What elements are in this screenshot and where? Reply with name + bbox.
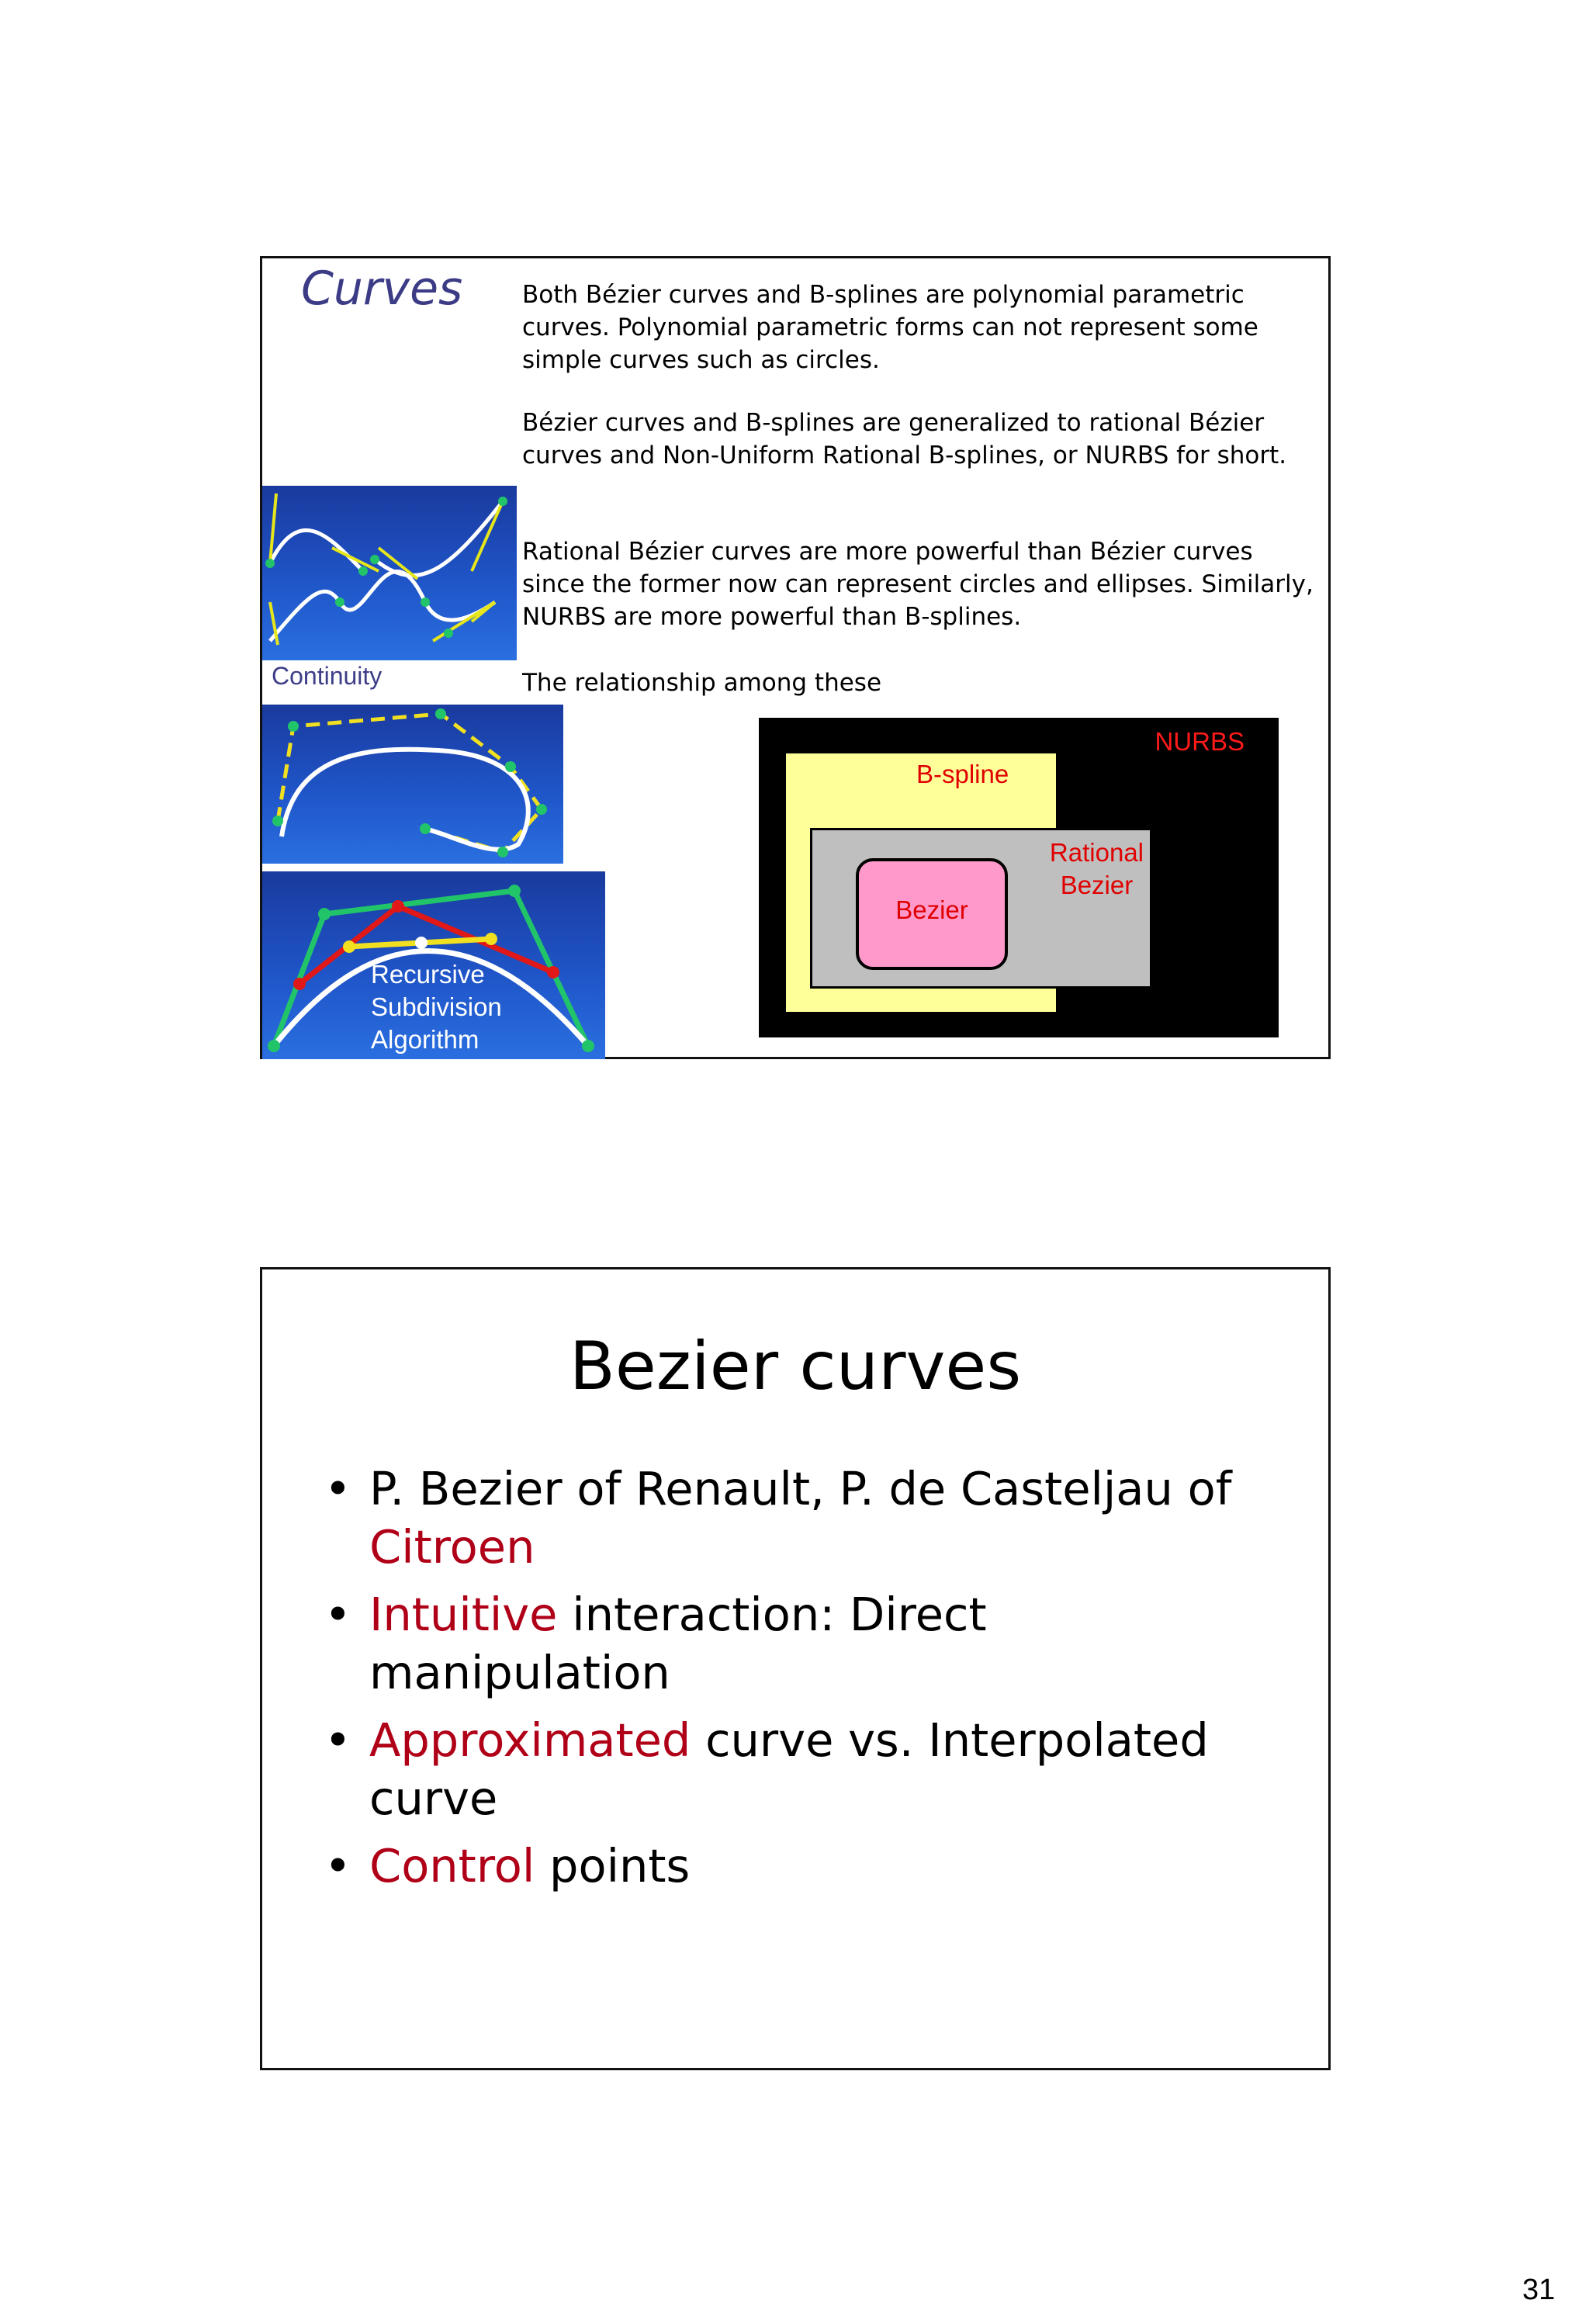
rational-bezier-label xyxy=(1050,836,1144,902)
continuity-curves-graphic xyxy=(262,486,517,660)
bezier-label: Bezier xyxy=(895,895,968,924)
bullet-text: points xyxy=(535,1839,691,1893)
recursive-subdivision-image xyxy=(262,871,605,1059)
paragraph-polynomial: Both Bézier curves and B-splines are polynomial parametric curves. Polynomial parametric forms can not represent some simple curves such as circles. xyxy=(522,281,1258,374)
bullet-highlight: Citroen xyxy=(369,1520,535,1574)
continuity-label: Continuity xyxy=(272,662,383,690)
list-item xyxy=(324,1837,1255,1895)
slide-title: Bezier curves xyxy=(569,1328,1022,1405)
slide-curves xyxy=(260,256,1331,1059)
bullet-highlight: Control xyxy=(369,1839,535,1893)
nurbs-label: NURBS xyxy=(1155,727,1245,756)
list-item xyxy=(324,1585,1255,1702)
bullet-highlight: Intuitive xyxy=(369,1588,558,1641)
paragraph-relationship: The relationship among these xyxy=(522,669,882,697)
bullet-highlight: Approximated xyxy=(369,1713,691,1767)
slide-bezier-curves xyxy=(260,1267,1331,2070)
bspline-curve-graphic xyxy=(262,705,563,864)
page-number: 31 xyxy=(1522,2274,1556,2306)
rational-bezier-label-line2: Bezier xyxy=(1060,871,1134,899)
rational-bezier-label-line1: Rational xyxy=(1049,838,1144,867)
paragraph-generalized: Bézier curves and B-splines are generalized to rational Bézier curves and Non-Uniform Rational B-splines, or NURBS for short. xyxy=(522,409,1287,469)
bspline-image xyxy=(262,705,563,864)
paragraph-rational-power: Rational Bézier curves are more powerful than Bézier curves since the former now can represent circles and ellipses. Similarly, NURBS are more powerful than B-splines. xyxy=(522,538,1314,631)
list-item xyxy=(324,1460,1255,1576)
bullet-text: P. Bezier of Renault, P. de Casteljau of xyxy=(369,1462,1232,1515)
list-item xyxy=(324,1711,1255,1827)
recursive-label-line1: Recursive xyxy=(371,960,485,989)
slide-title: Curves xyxy=(301,261,463,316)
nurbs-set xyxy=(759,718,1279,1037)
bezier-set xyxy=(856,858,1008,970)
bullet-text: curve vs. Interpolated curve xyxy=(369,1713,1209,1825)
bullet-text: interaction: Direct manipulation xyxy=(369,1588,987,1699)
bullet-list xyxy=(324,1460,1255,1904)
recursive-label-line2: Subdivision xyxy=(371,992,502,1021)
rational-bezier-set xyxy=(810,828,1152,989)
continuity-image xyxy=(262,486,517,660)
recursive-label-line3: Algorithm xyxy=(371,1025,479,1054)
bspline-label: B-spline xyxy=(916,760,1009,788)
